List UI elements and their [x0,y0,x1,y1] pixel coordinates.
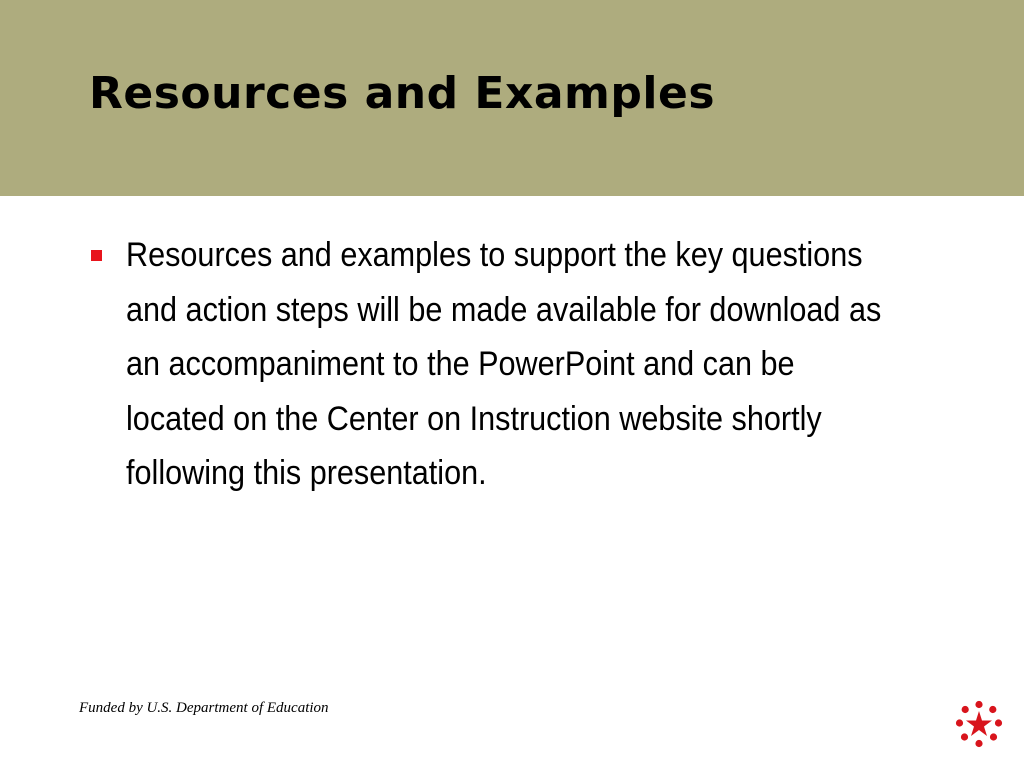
list-item [90,228,970,501]
bullet-list [90,228,970,501]
title-band [0,0,1024,196]
slide-title: Resources and Examples [89,68,716,119]
starburst-logo-icon [955,700,1003,748]
bullet-text: Resources and examples to support the key questions and action steps will be made available for download as an accompaniment to the PowerPoint and can be located on the Center on Instruction website shortly following this presentation. [126,236,882,492]
square-bullet-icon [91,250,102,261]
footer-note: Funded by U.S. Department of Education [79,700,329,716]
